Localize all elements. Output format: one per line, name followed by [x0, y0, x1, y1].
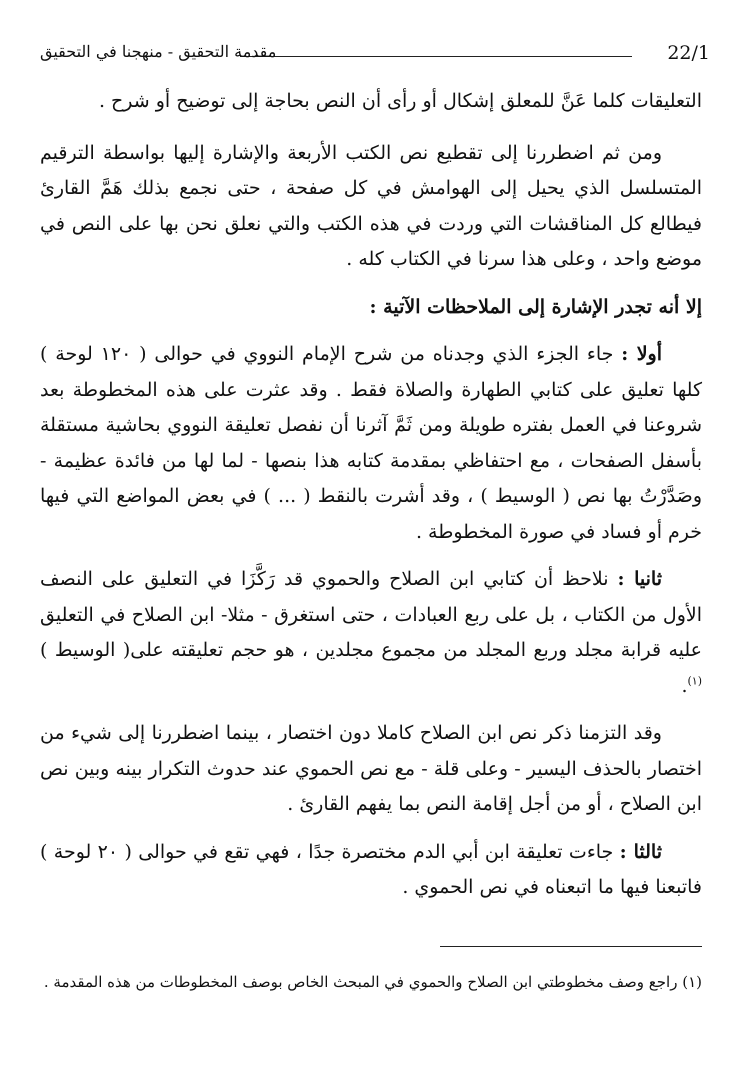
lead-second: ثانيا : [617, 568, 662, 590]
paragraph-third-text: جاءت تعليقة ابن أبي الدم مختصرة جدًا ، فهي تقع في حوالى ( ٢٠ لوحة ) فاتبعنا فيها ما اتبعناه في نص الحموي . [40, 840, 702, 898]
main-text [40, 84, 702, 906]
footnote: (١) راجع وصف مخطوطتي ابن الصلاح والحموي في المبحث الخاص بوصف المخطوطات من هذه المقدمة . [43, 973, 702, 991]
paragraph-5: وقد التزمنا ذكر نص ابن الصلاح كاملا دون اختصار ، بينما اضطررنا إلى شيء من اختصار بالحذف اليسير - وعلى قلة - مع نص الحموي عند حدوث التكرار بينه وبين نص ابن الصلاح ، أو من أجل إقامة النص بما يفهم القارئ . [40, 722, 702, 815]
paragraph-second-text: نلاحظ أن كتابي ابن الصلاح والحموي قد رَكَّزَا في التعليق على النصف الأول من الكتاب ، بل على ربع العبادات ، حتى استغرق - مثلا- ابن الصلاح في التعليق عليه قرابة مجلد وربع المجلد من مجموع مجلدين ، هو حجم تعليقته على( الوسيط ) [40, 568, 702, 661]
paragraph-1: التعليقات كلما عَنَّ للمعلق إشكال أو رأى أن النص بحاجة إلى توضيح أو شرح . [98, 90, 702, 112]
paragraph-first-note [40, 337, 702, 550]
paragraph-2: ومن ثم اضطررنا إلى تقطيع نص الكتب الأربعة والإشارة إليها بواسطة الترقيم المتسلسل الذي يحيل إلى الهوامش في كل صفحة ، حتى نجمع بذلك هَمَّ القارئ فيطالع كل المناقشات التي وردت في هذه الكتب والتي نعلق نحن بها على النص في موضع واحد ، وعلى هذا سرنا في الكتاب كله . [40, 141, 702, 270]
paragraph-third-note [40, 835, 702, 906]
running-title: مقدمة التحقيق - منهجنا في التحقيق [40, 42, 277, 61]
lead-third: ثالثا : [619, 840, 662, 863]
paragraph-first-text: جاء الجزء الذي وجدناه من شرح الإمام النووي في حوالى ( ١٢٠ لوحة ) كلها تعليق على كتابي الطهارة والصلاة فقط . وقد عثرت على هذه المخطوطة بعد شروعنا في العمل بفتره طويلة ومن ثَمَّ آثرنا أن نفصل تعليقة النووي بحاشية مستقلة بأسفل الصفحات ، مع احتفاظي بمقدمة كتابه هذا بنصها - لما لها من فائدة عظيمة - وصَدَّرْتُ بها نص ( الوسيط ) ، وقد أشرت بالنقط ( ... ) في بعض المواضع التي فيها خرم أو فساد في صورة المخطوطة . [40, 343, 702, 543]
section-heading: إلا أنه تجدر الإشارة إلى الملاحظات الآتية : [369, 295, 702, 318]
paragraph-second-end: . [681, 674, 688, 697]
page-number: 22/1 [667, 42, 710, 64]
lead-first: أولا : [621, 343, 663, 365]
footnote-marker[interactable]: (١) [687, 674, 702, 688]
page-header [40, 38, 710, 70]
footnote-separator [440, 946, 702, 947]
header-rule [240, 56, 632, 57]
paragraph-second-note [40, 562, 702, 704]
